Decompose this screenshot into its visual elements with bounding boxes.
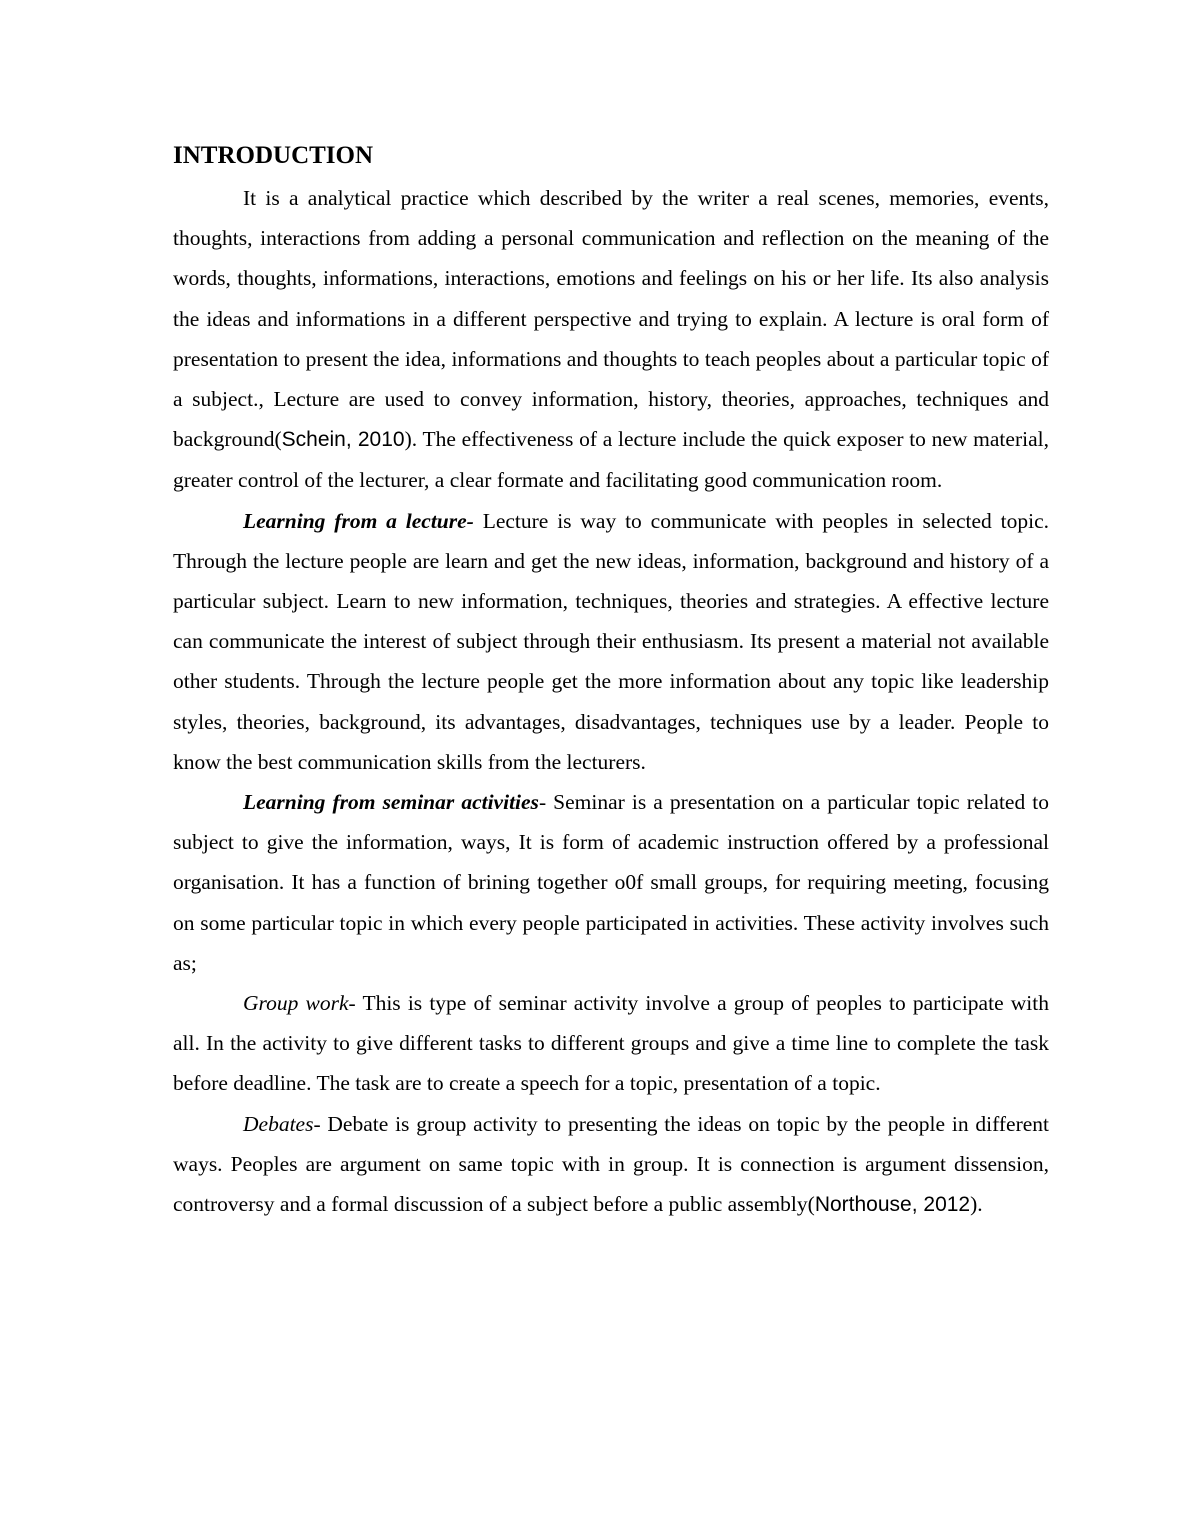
seminar-text: - Seminar is a presentation on a particular topic related to subject to give the information, ways, It is form of academic instruction offered by a professional organisation. It has a function of brining together o0f small groups, for requiring meeting, focusing on some particular topic in which every people participated in activities. These activity involves such as;: [173, 790, 1049, 975]
seminar-lead: Learning from seminar activities: [243, 790, 539, 815]
paragraph-lecture: [173, 501, 1049, 782]
debates-text-part-1: - Debate is group activity to presenting the ideas on topic by the people in different ways. Peoples are argument on same topic with in group. It is connection is argument dissension, controversy and a formal discussion of a subject before a public assembly(: [173, 1111, 1049, 1217]
lecture-lead: Learning from a lecture-: [243, 508, 474, 533]
paragraph-seminar: [173, 782, 1049, 983]
document-page: [173, 140, 1049, 1225]
group-work-lead: Group work: [243, 991, 349, 1016]
paragraph-debates: [173, 1104, 1049, 1226]
citation-northouse: Northouse, 2012: [814, 1193, 971, 1217]
citation-schein: Schein, 2010: [281, 428, 405, 452]
debates-lead: Debates: [243, 1111, 314, 1136]
intro-text-part-1: It is a analytical practice which described by the writer a real scenes, memories, events, thoughts, interactions from adding a personal communication and reflection on the meaning of the words, thoughts, informations, interactions, emotions and feelings on his or her life. Its also analysis the ideas and informations in a different perspective and trying to explain. A lecture is oral form of presentation to present the idea, informations and thoughts to teach peoples about a particular topic of a subject., Lecture are used to convey information, history, theories, approaches, techniques and background(: [173, 186, 1049, 452]
debates-text-part-2: ).: [970, 1192, 983, 1217]
group-work-text: - This is type of seminar activity involve a group of peoples to participate with all. In the activity to give different tasks to different groups and give a time line to complete the task before deadline. The task are to create a speech for a topic, presentation of a topic.: [173, 991, 1049, 1096]
paragraph-introduction: [173, 178, 1049, 501]
intro-text-part-2: ). The effectiveness of a lecture include the quick exposer to new material, greater control of the lecturer, a clear formate and facilitating good communication room.: [173, 427, 1049, 493]
page-title: INTRODUCTION: [173, 142, 374, 169]
lecture-text: Lecture is way to communicate with peoples in selected topic. Through the lecture people are learn and get the new ideas, information, background and history of a particular subject. Learn to new information, techniques, theories and strategies. A effective lecture can communicate the interest of subject through their enthusiasm. Its present a material not available other students. Through the lecture people get the more information about any topic like leadership styles, theories, background, its advantages, disadvantages, techniques use by a leader. People to know the best communication skills from the lecturers.: [173, 508, 1049, 774]
paragraph-group-work: [173, 983, 1049, 1104]
